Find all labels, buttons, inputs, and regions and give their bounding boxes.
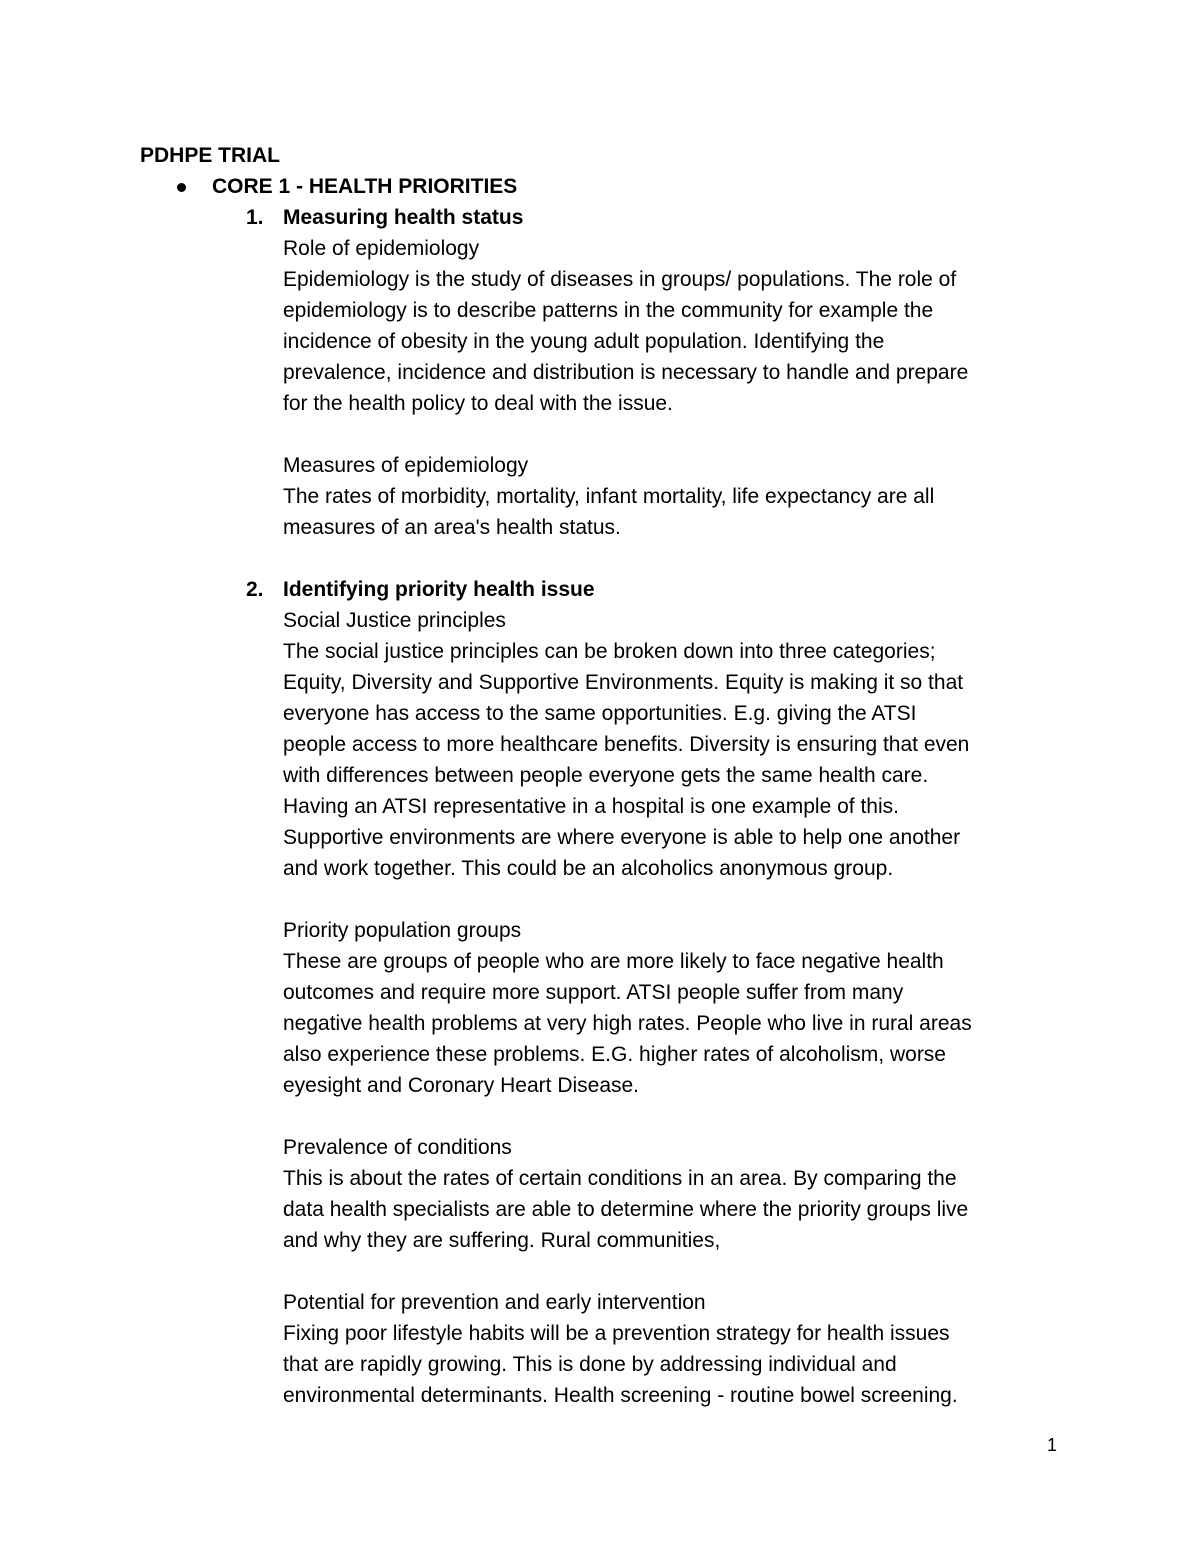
subsection-heading: Social Justice principles	[283, 609, 506, 632]
paragraph-line: Having an ATSI representative in a hospital is one example of this.	[283, 795, 899, 818]
paragraph-line: data health specialists are able to determine where the priority groups live	[283, 1198, 969, 1221]
paragraph-line: and work together. This could be an alcoholics anonymous group.	[283, 857, 894, 880]
paragraph-line: and why they are suffering. Rural communities,	[283, 1229, 721, 1252]
paragraph-line: prevalence, incidence and distribution is necessary to handle and prepare	[283, 361, 969, 384]
paragraph-line: The social justice principles can be broken down into three categories;	[283, 640, 936, 663]
paragraph-line: eyesight and Coronary Heart Disease.	[283, 1074, 640, 1097]
paragraph-line: everyone has access to the same opportunities. E.g. giving the ATSI	[283, 702, 917, 725]
paragraph-line: These are groups of people who are more likely to face negative health	[283, 950, 944, 973]
paragraph-line: incidence of obesity in the young adult population. Identifying the	[283, 330, 885, 353]
subsection-heading: Prevalence of conditions	[283, 1136, 512, 1159]
section-number: 2.	[246, 578, 264, 601]
core-heading: CORE 1 - HEALTH PRIORITIES	[212, 175, 518, 198]
paragraph-line: Fixing poor lifestyle habits will be a prevention strategy for health issues	[283, 1322, 950, 1345]
subsection-heading: Potential for prevention and early intervention	[283, 1291, 706, 1314]
paragraph-line: epidemiology is to describe patterns in the community for example the	[283, 299, 934, 322]
section-heading: Measuring health status	[283, 206, 524, 229]
paragraph-line: Epidemiology is the study of diseases in groups/ populations. The role of	[283, 268, 957, 291]
paragraph-line: outcomes and require more support. ATSI people suffer from many	[283, 981, 904, 1004]
bullet-icon	[177, 183, 186, 192]
section-heading: Identifying priority health issue	[283, 578, 595, 601]
paragraph-line: also experience these problems. E.G. higher rates of alcoholism, worse	[283, 1043, 946, 1066]
paragraph-line: Supportive environments are where everyone is able to help one another	[283, 826, 961, 849]
page-number: 1	[1046, 1435, 1057, 1455]
paragraph-line: environmental determinants. Health screening - routine bowel screening.	[283, 1384, 958, 1407]
paragraph-line: measures of an area's health status.	[283, 516, 621, 539]
subsection-heading: Measures of epidemiology	[283, 454, 529, 477]
paragraph-line: people access to more healthcare benefits. Diversity is ensuring that even	[283, 733, 970, 756]
paragraph-line: with differences between people everyone gets the same health care.	[283, 764, 929, 787]
paragraph-line: for the health policy to deal with the issue.	[283, 392, 673, 415]
paragraph-line: The rates of morbidity, mortality, infant mortality, life expectancy are all	[283, 485, 935, 508]
subsection-heading: Priority population groups	[283, 919, 522, 942]
paragraph-line: This is about the rates of certain conditions in an area. By comparing the	[283, 1167, 957, 1190]
paragraph-line: Equity, Diversity and Supportive Environments. Equity is making it so that	[283, 671, 964, 694]
document-title: PDHPE TRIAL	[140, 144, 281, 167]
section-number: 1.	[246, 206, 264, 229]
paragraph-line: that are rapidly growing. This is done by addressing individual and	[283, 1353, 897, 1376]
subsection-heading: Role of epidemiology	[283, 237, 480, 260]
paragraph-line: negative health problems at very high rates. People who live in rural areas	[283, 1012, 972, 1035]
